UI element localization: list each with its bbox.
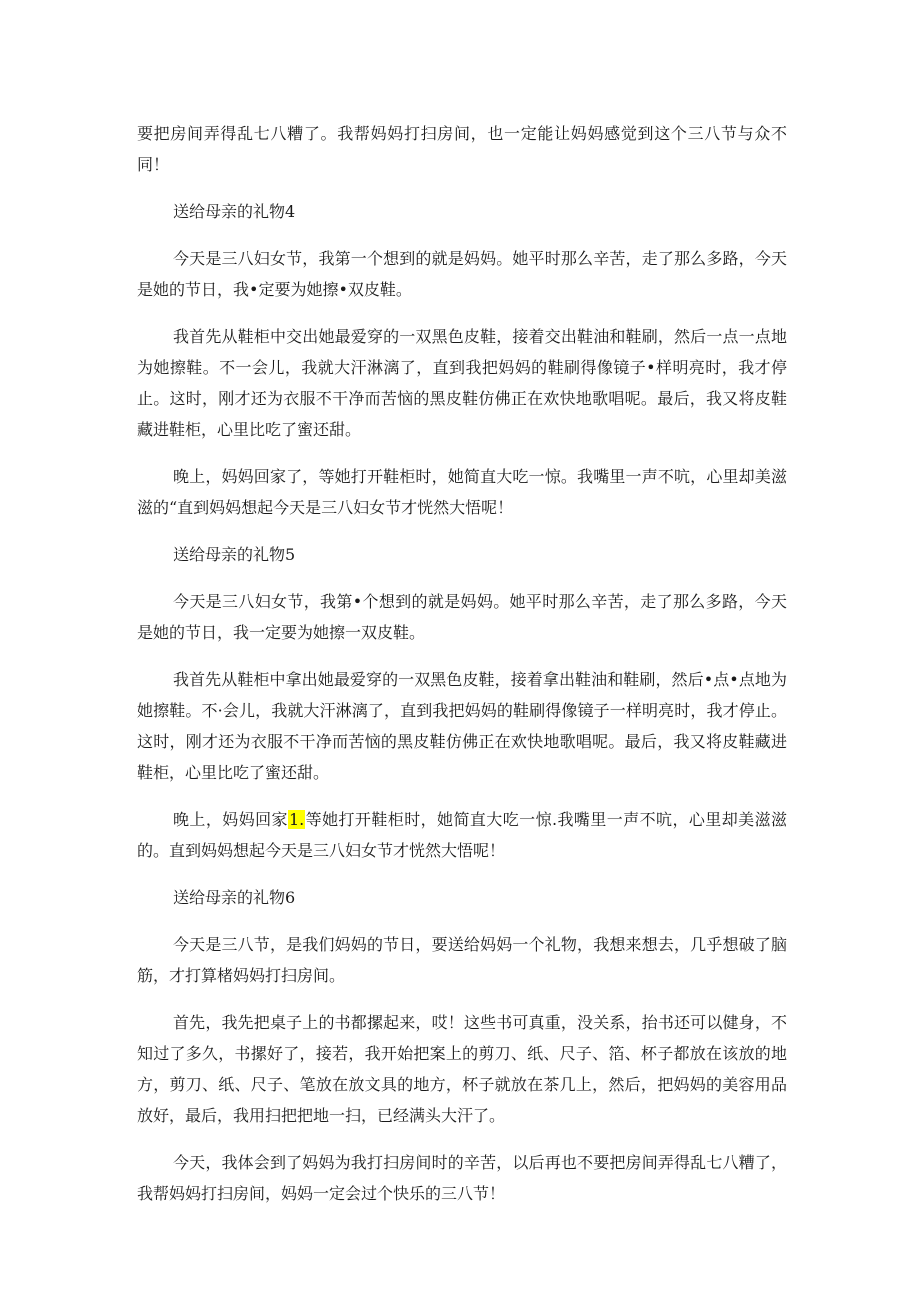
paragraph: 今天是三八妇女节，我第•个想到的就是妈妈。她平时那么辛苦，走了那么多路，今天是她的节日，我一定要为她擦一双皮鞋。: [137, 592, 787, 642]
paragraph: 今天是三八节，是我们妈妈的节日，要送给妈妈一个礼物，我想来想去，几乎想破了脑筋，才打算楮妈妈打扫房间。: [137, 935, 787, 985]
paragraph: 晚上，妈妈回家了，等她打开鞋柜时，她简直大吃一惊。我嘴里一声不吭，心里却美滋滋的“直到妈妈想起今天是三八妇女节才恍然大悟呢！: [137, 467, 787, 517]
paragraph: 我首先从鞋柜中交出她最爱穿的一双黑色皮鞋，接着交出鞋油和鞋刷，然后一点一点地为她擦鞋。不一会儿，我就大汗淋漓了，直到我把妈妈的鞋刷得像镜子•样明亮时，我才停止。这时，刚才还为衣服不干净而苦恼的黑皮鞋仿佛正在欢快地歌唱呢。最后，我又将皮鞋藏进鞋柜，心里比吃了蜜还甜。: [137, 327, 787, 439]
paragraph: 今天是三八妇女节，我第一个想到的就是妈妈。她平时那么辛苦，走了那么多路，今天是她的节日，我•定要为她擦•双皮鞋。: [137, 249, 787, 299]
section-heading-gift-5: 送给母亲的礼物5: [173, 545, 296, 564]
paragraph-continuation: 要把房间弄得乱七八糟了。我帮妈妈打扫房间，也一定能让妈妈感觉到这个三八节与众不同！: [137, 124, 787, 174]
paragraph: 今天，我体会到了妈妈为我打扫房间时的辛苦，以后再也不要把房间弄得乱七八糟了，我帮妈妈打扫房间，妈妈一定会过个快乐的三八节！: [137, 1153, 787, 1203]
document-body: [137, 118, 787, 1225]
highlighted-mark: 1.: [288, 810, 305, 829]
paragraph: 首先，我先把桌子上的书都摞起来，哎！这些书可真重，没关系，抬书还可以健身，不知过了多久，书摞好了，接若，我开始把案上的剪刀、纸、尺子、箔、杯子都放在该放的地方，剪刀、纸、尺子、笔放在放文具的地方，杯子就放在茶几上，然后，把妈妈的美容用品放好，最后，我用扫把把地一扫，已经满头大汗了。: [137, 1013, 787, 1125]
paragraph-with-highlight: [137, 804, 787, 866]
section-heading-gift-4: 送给母亲的礼物4: [173, 202, 296, 221]
paragraph-text-before: 晚上，妈妈回家: [173, 810, 288, 829]
section-heading-gift-6: 送给母亲的礼物6: [173, 888, 296, 907]
paragraph: 我首先从鞋柜中拿出她最爱穿的一双黑色皮鞋，接着拿出鞋油和鞋刷，然后•点•点地为她擦鞋。不·会儿，我就大汗淋漓了，直到我把妈妈的鞋刷得像镜子一样明亮时，我才停止。这时，刚才还为衣服不干净而苦恼的黑皮鞋仿佛正在欢快地歌唱呢。最后，我又将皮鞋藏进鞋柜，心里比吃了蜜还甜。: [137, 670, 787, 782]
paragraph-text-after: 等她打开鞋柜时，她简直大吃一惊.我嘴里一声不吭，心里却美滋滋的。直到妈妈想起今天是三八妇女节才恍然大悟呢！: [137, 810, 787, 860]
